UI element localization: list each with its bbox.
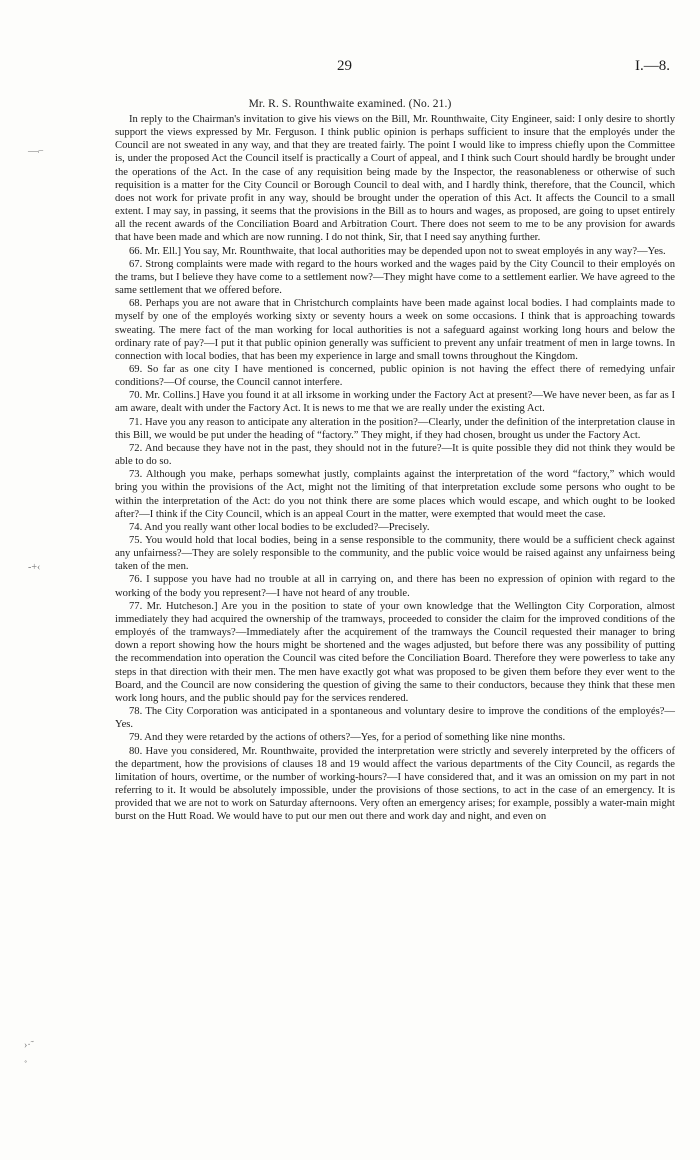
paragraph: 66. Mr. Ell.] You say, Mr. Rounthwaite, that local authorities may be depended upon not to sweat employés in any way?—Yes. [129, 245, 666, 257]
paragraph: In reply to the Chairman's invitation to give his views on the Bill, Mr. Rounthwaite, City Engineer, said: I only desire to shortly support the views expressed by Mr. Ferguson. I think public opinion is perhaps sufficient to insure that the employés under the Council are not sweated in any way, and that they are treated fairly. The point I would like to impress chiefly upon the Committee is, under the proposed Act the Council itself is practically a Court of appeal, and I think such Court should hardly be brought under the operations of the Act. In the case of any requisition being made by the Inspector, the reasonableness or otherwise of such requisition is a matter for the City Council or Borough Council to deal with, and I hardly think, therefore, that the Council, which does not work for private profit in any way, should be brought under the operation of this Act. It affects the Council to a small extent. I may say, in passing, it seems that the provisions in the Bill as to hours and wages, as proposed, are going to upset entirely all the recent awards of the Conciliation Board and Arbitration Court. There does not seem to me to be any provision for awards that have been made and which are now running. I do not think, Sir, that I need say anything further. [115, 114, 675, 244]
document-body [115, 113, 675, 823]
witness-heading: Mr. R. S. Rounthwaite examined. (No. 21.) [248, 98, 452, 110]
paragraph: 70. Mr. Collins.] Have you found it at all irksome in working under the Factory Act at present?—We have never been, as far as I am aware, dealt with under the Factory Act. It is news to me that we are really under the existing Act. [115, 390, 675, 415]
paragraph: 80. Have you considered, Mr. Rounthwaite, provided the interpretation were strictly and severely interpreted by the officers of the department, how the provisions of clauses 18 and 19 would affect the various departments of the City Council, as regards the limitation of hours, overtime, or the number of working-hours?—I have considered that, and it was an omission on my part in not referring to it. It would be absolutely impossible, under the provisions of those sections, to act in the case of an emergency. It is provided that we are not to work on Saturday afternoons. Very often an emergency arises; for example, possibly a water-main might burst on the Hutt Road. We would have to put our men out there and work day and night, and even on [115, 745, 675, 823]
margin-mark: ˚ [24, 1060, 28, 1071]
paragraph: 73. Although you make, perhaps somewhat justly, complaints against the interpretation of the word “factory,” which would bring you within the provisions of the Act, might not the limiting of that interpretation exclude some persons who ought to be within the interpretation of the Act: do you not think there are some places which would escape, and which ought to be looked after?—I think if the City Council, which is an appeal Court in the matter, were exempted that would meet the case. [115, 469, 675, 520]
paragraph: 79. And they were retarded by the actions of others?—Yes, for a period of something like nine months. [129, 732, 566, 744]
margin-mark: -+‹ [28, 562, 41, 573]
paragraph: 71. Have you any reason to anticipate any alteration in the position?—Clearly, under the definition of the interpretation clause in this Bill, we would be put under the heading of “factory.” They might, if they had chosen, brought us under the Factory Act. [115, 416, 675, 441]
paragraph: 72. And because they have not in the past, they should not in the future?—It is quite possible they did not think they would be able to do so. [115, 442, 675, 468]
paragraph: 76. I suppose you have had no trouble at all in carrying on, and there has been no expression of opinion with regard to the working of the body you represent?—I have not heard of any trouble. [115, 574, 675, 599]
margin-mark: ›·˜ [24, 1040, 34, 1051]
paragraph: 67. Strong complaints were made with regard to the hours worked and the wages paid by the City Council to their employés on the trams, but I believe they have come to a settlement now?—They might have come to a settlement earlier. We have agreed to the same settlement that we offered before. [115, 258, 675, 297]
paragraph: 77. Mr. Hutcheson.] Are you in the position to state of your own knowledge that the Wellington City Corporation, almost immediately they had acquired the ownership of the tramways, proceeded to consider the claim for the improved conditions of the employés of the tramways?—Immediately after the acquirement of the tramways the Council requested their manager to bring down a report showing how the hours might be shortened and the wages adjusted, but before there was any possibility of putting the recommendation into operation the Council was cited before the Conciliation Board. Therefore they were powerless to take any steps in that direction with their men. The men have exactly got what was proposed to be given them before they ever went to the Board, and the Council are now considering the question of giving the same to their conductors, because they think that these men work long hours, and the public should pay for the services rendered. [115, 600, 675, 704]
margin-mark: —⌐ [28, 146, 44, 157]
paragraph: 74. And you really want other local bodies to be excluded?—Precisely. [129, 521, 430, 533]
paragraph: 75. You would hold that local bodies, being in a sense responsible to the community, there would be a sufficient check against any unfairness?—They are solely responsible to the community, and the public voice would be raised against any unfairness being taken of the men. [115, 535, 675, 573]
paragraph: 78. The City Corporation was anticipated in a spontaneous and voluntary desire to improve the conditions of the employés?—Yes. [115, 706, 675, 731]
paragraph: 68. Perhaps you are not aware that in Christchurch complaints have been made against local bodies. I had complaints made to myself by one of the employés working sixty or seventy hours a week on some occasions. I think that is approaching towards sweating. The mere fact of the man working for local authorities is not a safeguard against working long hours and below the ordinary rate of pay?—I put it that public opinion generally was sufficient to prevent any unfair treatment of men in large towns. In connection with local bodies, that has been my experience in large and small towns throughout the Kingdom. [115, 298, 675, 362]
document-reference: I.—8. [635, 58, 670, 74]
page-number: 29 [337, 58, 352, 74]
paragraph: 69. So far as one city I have mentioned is concerned, public opinion is not having the effect there of remedying unfair conditions?—Of course, the Council cannot interfere. [115, 363, 675, 389]
